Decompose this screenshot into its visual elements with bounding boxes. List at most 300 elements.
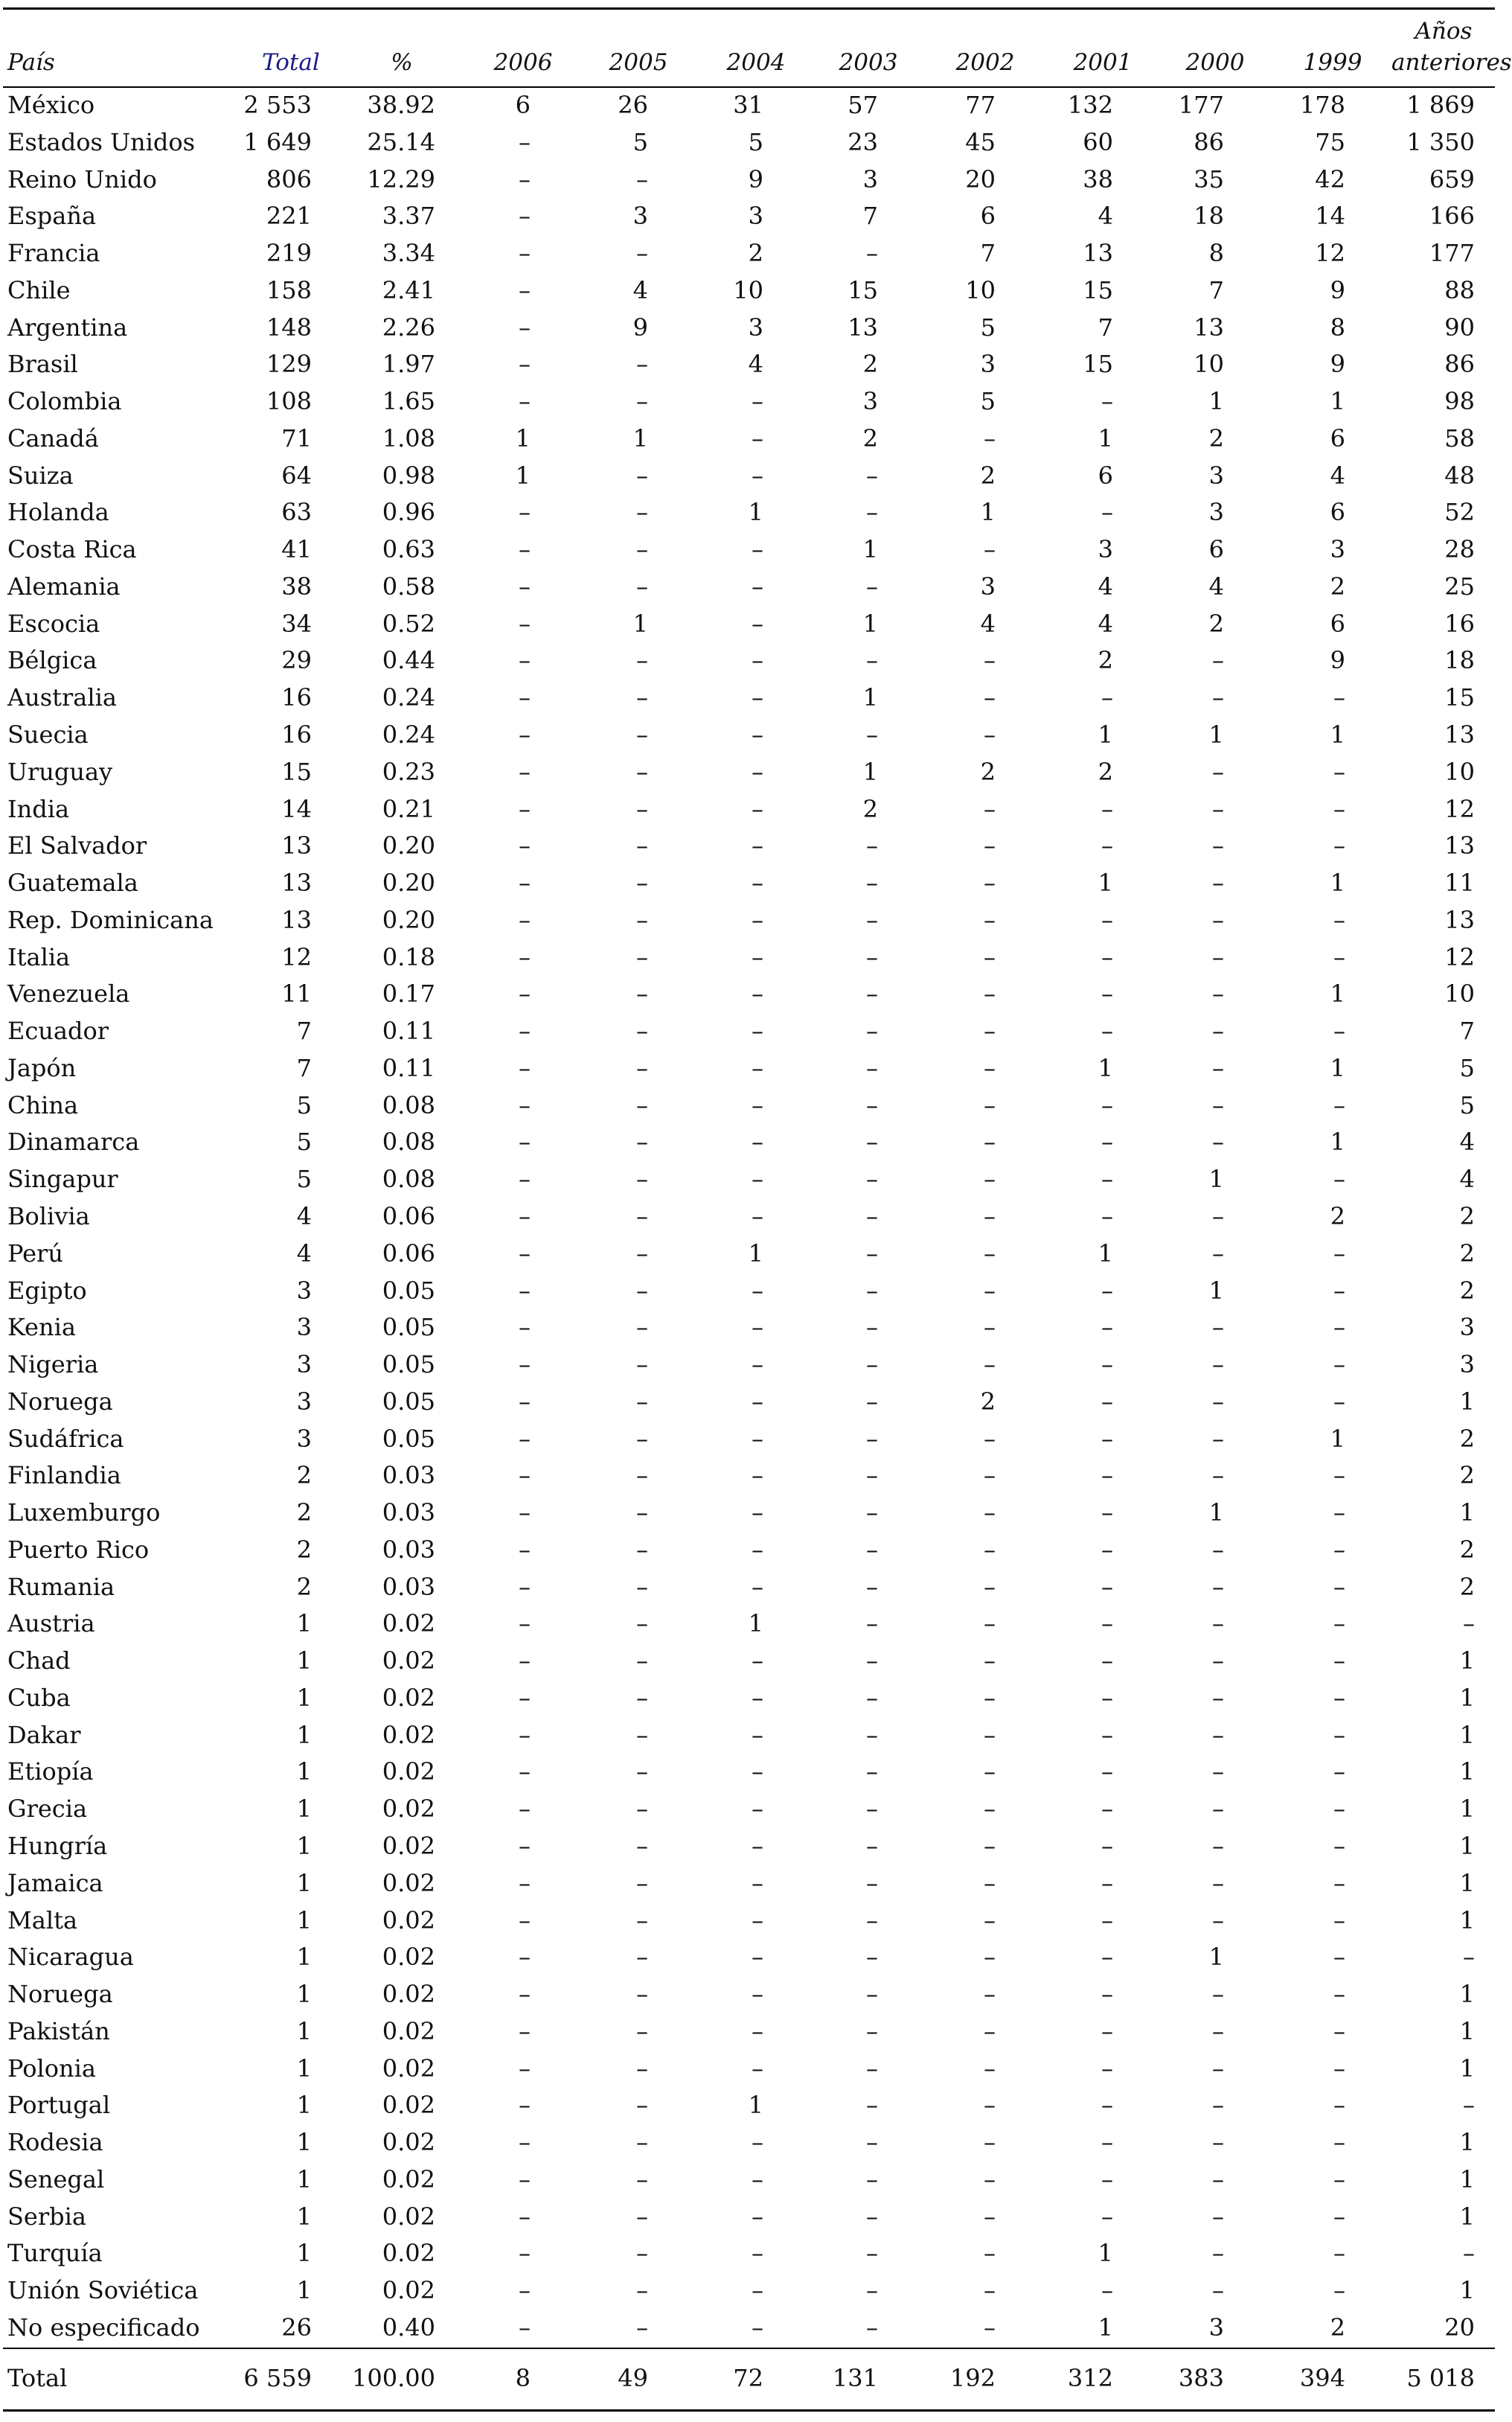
- country-cell: Colombia: [7, 387, 122, 416]
- cell-y2000: 1: [1208, 387, 1224, 416]
- cell-y2003: –: [866, 1720, 878, 1749]
- cell-total: 1: [296, 1905, 312, 1934]
- cell-y2001: 60: [1083, 127, 1113, 156]
- cell-y1999: –: [1333, 1868, 1345, 1897]
- table-header: [0, 10, 1512, 85]
- cell-y1999: 2: [1330, 2313, 1345, 2342]
- cell-y2000: –: [1212, 1424, 1224, 1453]
- cell-y2004: –: [752, 572, 763, 601]
- cell-y2005: 3: [632, 202, 648, 231]
- cell-total: 5: [296, 1128, 312, 1157]
- table-row: [0, 1828, 1498, 1865]
- cell-y2006: 6: [515, 91, 531, 119]
- country-cell: Chad: [7, 1646, 71, 1675]
- cell-y2006: –: [519, 646, 531, 675]
- cell-y2004: –: [752, 2202, 763, 2231]
- cell-y2000: –: [1212, 2164, 1224, 2193]
- cell-y2001: –: [1101, 1350, 1113, 1379]
- cell-y2004: –: [752, 1646, 763, 1675]
- cell-y2001: –: [1101, 1609, 1113, 1638]
- cell-y2006: –: [519, 1646, 531, 1675]
- cell-y2004: –: [752, 1053, 763, 1082]
- cell-y2000: –: [1212, 1609, 1224, 1638]
- cell-y2002: –: [984, 1943, 996, 1972]
- cell-y2002: –: [984, 1053, 996, 1082]
- cell-y2002: –: [984, 1313, 996, 1342]
- cell-y2000: –: [1212, 2239, 1224, 2268]
- cell-y2005: –: [636, 646, 648, 675]
- cell-y2003: –: [866, 720, 878, 750]
- cell-y1999: –: [1333, 1905, 1345, 1934]
- cell-y2004: –: [752, 2313, 763, 2342]
- cell-anteriores: 52: [1444, 498, 1475, 527]
- cell-y2001: –: [1101, 2054, 1113, 2083]
- cell-pct: 0.02: [382, 2054, 435, 2083]
- country-cell: Holanda: [7, 498, 109, 527]
- cell-y2005: –: [636, 1868, 648, 1897]
- cell-anteriores: –: [1463, 1943, 1475, 1972]
- cell-y2003: –: [866, 1090, 878, 1119]
- cell-y2002: 3: [980, 572, 996, 601]
- cell-total: 1: [296, 1757, 312, 1786]
- cell-y2003: –: [866, 831, 878, 860]
- cell-y2006: –: [519, 2016, 531, 2045]
- cell-y2005: 1: [632, 609, 648, 638]
- cell-y2003: –: [866, 1831, 878, 1860]
- cell-y2003: –: [866, 2313, 878, 2342]
- cell-y1999: 9: [1330, 646, 1345, 675]
- cell-y2005: –: [636, 461, 648, 490]
- cell-y2001: –: [1101, 1165, 1113, 1194]
- country-cell: India: [7, 794, 70, 823]
- cell-y2001: –: [1101, 942, 1113, 971]
- cell-y2004: –: [752, 1757, 763, 1786]
- cell-y2002: 2: [980, 461, 996, 490]
- country-cell: Argentina: [7, 313, 128, 342]
- cell-y2005: –: [636, 1387, 648, 1416]
- cell-y2004: –: [752, 1313, 763, 1342]
- cell-y2006: –: [519, 720, 531, 750]
- cell-y2000: 13: [1194, 313, 1224, 342]
- total-2001: 312: [1067, 2364, 1113, 2392]
- cell-total: 2: [296, 1572, 312, 1601]
- table-row: [0, 1680, 1498, 1717]
- cell-y2003: –: [866, 1201, 878, 1230]
- cell-y2006: –: [519, 1943, 531, 1972]
- cell-y2005: 5: [632, 127, 648, 156]
- cell-total: 71: [281, 424, 312, 453]
- cell-anteriores: 166: [1429, 202, 1475, 231]
- cell-y2006: –: [519, 905, 531, 934]
- total-2006: 8: [515, 2364, 531, 2392]
- cell-y2004: –: [752, 387, 763, 416]
- cell-y2004: –: [752, 2054, 763, 2083]
- cell-anteriores: 12: [1444, 794, 1475, 823]
- cell-y2002: –: [984, 794, 996, 823]
- cell-y2003: –: [866, 869, 878, 898]
- header-year-2002: 2002: [955, 49, 1015, 76]
- cell-y2004: –: [752, 757, 763, 786]
- cell-y2003: 1: [862, 757, 878, 786]
- cell-y2005: –: [636, 1053, 648, 1082]
- cell-y2002: –: [984, 942, 996, 971]
- cell-y2001: 1: [1098, 2239, 1113, 2268]
- total-2004: 72: [733, 2364, 763, 2392]
- cell-pct: 2.41: [382, 275, 435, 304]
- cell-y2006: –: [519, 1165, 531, 1194]
- cell-total: 1: [296, 1868, 312, 1897]
- cell-y2001: –: [1101, 1313, 1113, 1342]
- cell-pct: 25.14: [367, 127, 435, 156]
- cell-y2005: –: [636, 2276, 648, 2305]
- cell-total: 806: [266, 164, 312, 194]
- cell-y1999: 8: [1330, 313, 1345, 342]
- table-row: [0, 162, 1498, 199]
- cell-y1999: –: [1333, 1535, 1345, 1564]
- cell-anteriores: 4: [1459, 1128, 1475, 1157]
- cell-anteriores: 90: [1444, 313, 1475, 342]
- cell-y2006: –: [519, 683, 531, 712]
- cell-total: 13: [281, 905, 312, 934]
- cell-y2006: –: [519, 275, 531, 304]
- country-cell: Costa Rica: [7, 535, 137, 564]
- cell-anteriores: 1: [1459, 2054, 1475, 2083]
- cell-y2000: –: [1212, 1795, 1224, 1824]
- cell-pct: 0.02: [382, 2164, 435, 2193]
- cell-y2001: –: [1101, 1980, 1113, 2009]
- cell-y1999: 6: [1330, 498, 1345, 527]
- cell-y2003: –: [866, 1943, 878, 1972]
- table-row: [0, 1643, 1498, 1680]
- cell-y2000: –: [1212, 942, 1224, 971]
- cell-y2006: –: [519, 831, 531, 860]
- cell-y2005: –: [636, 2016, 648, 2045]
- cell-y1999: –: [1333, 1795, 1345, 1824]
- table-row: [0, 2199, 1498, 2236]
- cell-y2006: –: [519, 1424, 531, 1453]
- cell-anteriores: 1: [1459, 1868, 1475, 1897]
- cell-y2002: –: [984, 1128, 996, 1157]
- cell-total: 29: [281, 646, 312, 675]
- table-row: [0, 1605, 1498, 1643]
- cell-anteriores: 7: [1459, 1017, 1475, 1046]
- cell-y2000: 18: [1194, 202, 1224, 231]
- table-row: [0, 2235, 1498, 2272]
- table-row: [0, 1087, 1498, 1125]
- cell-y2005: –: [636, 1943, 648, 1972]
- cell-y2002: –: [984, 2239, 996, 2268]
- cell-y1999: 9: [1330, 275, 1345, 304]
- cell-y2005: 9: [632, 313, 648, 342]
- cell-y2000: –: [1212, 2276, 1224, 2305]
- table-row: [0, 939, 1498, 977]
- cell-y1999: 14: [1315, 202, 1345, 231]
- cell-y2001: –: [1101, 1795, 1113, 1824]
- country-cell: Etiopía: [7, 1757, 94, 1786]
- cell-y2001: –: [1101, 1090, 1113, 1119]
- cell-anteriores: 25: [1444, 572, 1475, 601]
- cell-y2000: –: [1212, 980, 1224, 1009]
- cell-y2000: –: [1212, 1090, 1224, 1119]
- cell-y2004: –: [752, 1165, 763, 1194]
- cell-y2002: –: [984, 1165, 996, 1194]
- table-row: [0, 1161, 1498, 1198]
- cell-anteriores: 1: [1459, 2202, 1475, 2231]
- cell-y2001: –: [1101, 1683, 1113, 1712]
- bottom-rule: [3, 2409, 1495, 2412]
- cell-y2004: –: [752, 1795, 763, 1824]
- cell-pct: 0.02: [382, 2128, 435, 2157]
- cell-total: 16: [281, 720, 312, 750]
- country-cell: Singapur: [7, 1165, 118, 1194]
- country-cell: Bolivia: [7, 1201, 90, 1230]
- cell-anteriores: 1 350: [1406, 127, 1475, 156]
- cell-y2005: –: [636, 350, 648, 379]
- cell-y2001: –: [1101, 498, 1113, 527]
- cell-anteriores: 2: [1459, 1201, 1475, 1230]
- cell-y2001: –: [1101, 1646, 1113, 1675]
- cell-pct: 0.03: [382, 1572, 435, 1601]
- cell-total: 16: [281, 683, 312, 712]
- cell-anteriores: 98: [1444, 387, 1475, 416]
- cell-anteriores: 1: [1459, 1980, 1475, 2009]
- cell-anteriores: 13: [1444, 831, 1475, 860]
- cell-y1999: 12: [1315, 239, 1345, 268]
- cell-y2000: –: [1212, 646, 1224, 675]
- cell-total: 158: [266, 275, 312, 304]
- cell-y1999: –: [1333, 683, 1345, 712]
- cell-y2006: –: [519, 1980, 531, 2009]
- table-row: [0, 1050, 1498, 1087]
- cell-y2002: –: [984, 1090, 996, 1119]
- cell-pct: 0.24: [382, 683, 435, 712]
- cell-total: 221: [266, 202, 312, 231]
- table-body: [0, 87, 1498, 2347]
- cell-y2004: –: [752, 1461, 763, 1490]
- cell-y2003: –: [866, 2239, 878, 2268]
- cell-y2006: –: [519, 1868, 531, 1897]
- cell-y2003: 57: [848, 91, 878, 119]
- country-cell: Alemania: [7, 572, 121, 601]
- cell-y2001: –: [1101, 831, 1113, 860]
- cell-y2005: –: [636, 1980, 648, 2009]
- cell-pct: 0.06: [382, 1201, 435, 1230]
- table-row: [0, 1532, 1498, 1569]
- cell-y2003: –: [866, 461, 878, 490]
- cell-y2000: 1: [1208, 1276, 1224, 1305]
- cell-pct: 0.23: [382, 757, 435, 786]
- cell-y2000: –: [1212, 683, 1224, 712]
- table-row: [0, 1717, 1498, 1754]
- table-row: [0, 717, 1498, 754]
- cell-y2004: 1: [748, 498, 763, 527]
- country-cell: Rep. Dominicana: [7, 905, 214, 934]
- table-row: [0, 1384, 1498, 1421]
- cell-y2003: –: [866, 2128, 878, 2157]
- cell-y1999: –: [1333, 757, 1345, 786]
- cell-y2005: –: [636, 980, 648, 1009]
- cell-y2004: –: [752, 1276, 763, 1305]
- country-cell: Puerto Rico: [7, 1535, 150, 1564]
- cell-total: 3: [296, 1350, 312, 1379]
- cell-y2003: 7: [862, 202, 878, 231]
- table-row: [0, 976, 1498, 1013]
- country-cell: Ecuador: [7, 1017, 109, 1046]
- cell-y2005: –: [636, 387, 648, 416]
- cell-y2000: –: [1212, 1239, 1224, 1268]
- table-row: [0, 1124, 1498, 1161]
- table-row: [0, 272, 1498, 310]
- cell-y2003: –: [866, 572, 878, 601]
- cell-anteriores: 86: [1444, 350, 1475, 379]
- cell-anteriores: 1 869: [1406, 91, 1475, 119]
- cell-y1999: –: [1333, 794, 1345, 823]
- cell-y2002: –: [984, 1683, 996, 1712]
- cell-y2004: –: [752, 905, 763, 934]
- cell-anteriores: –: [1463, 1609, 1475, 1638]
- country-cell: Kenia: [7, 1313, 76, 1342]
- cell-y1999: 1: [1330, 720, 1345, 750]
- cell-total: 7: [296, 1053, 312, 1082]
- cell-y1999: –: [1333, 1239, 1345, 1268]
- cell-y2006: –: [519, 2313, 531, 2342]
- cell-y1999: –: [1333, 2202, 1345, 2231]
- cell-y2000: 2: [1208, 424, 1224, 453]
- cell-y2003: –: [866, 1017, 878, 1046]
- cell-y2004: –: [752, 1868, 763, 1897]
- cell-y2000: –: [1212, 2054, 1224, 2083]
- cell-y2003: –: [866, 2091, 878, 2120]
- cell-y1999: –: [1333, 905, 1345, 934]
- cell-y2001: –: [1101, 2128, 1113, 2157]
- header-year-2004: 2004: [726, 49, 786, 76]
- cell-y2003: 15: [848, 275, 878, 304]
- cell-y2000: 3: [1208, 2313, 1224, 2342]
- cell-y2000: –: [1212, 1017, 1224, 1046]
- country-cell: México: [7, 91, 95, 119]
- cell-anteriores: 3: [1459, 1313, 1475, 1342]
- table-row: [0, 1754, 1498, 1791]
- table-row: [0, 2087, 1498, 2124]
- cell-y2006: –: [519, 1572, 531, 1601]
- cell-total: 2: [296, 1498, 312, 1527]
- cell-anteriores: 12: [1444, 942, 1475, 971]
- country-cell: Serbia: [7, 2202, 86, 2231]
- cell-y2001: 132: [1067, 91, 1113, 119]
- cell-y2005: –: [636, 1720, 648, 1749]
- cell-pct: 0.02: [382, 1757, 435, 1786]
- cell-y2000: –: [1212, 2016, 1224, 2045]
- cell-y2004: –: [752, 1980, 763, 2009]
- cell-y2000: 1: [1208, 1943, 1224, 1972]
- cell-y2002: –: [984, 1572, 996, 1601]
- cell-y1999: –: [1333, 2054, 1345, 2083]
- table-row: [0, 124, 1498, 162]
- cell-anteriores: 20: [1444, 2313, 1475, 2342]
- cell-pct: 1.97: [382, 350, 435, 379]
- cell-y2000: 86: [1194, 127, 1224, 156]
- cell-y2004: –: [752, 1905, 763, 1934]
- cell-anteriores: 48: [1444, 461, 1475, 490]
- cell-y2000: –: [1212, 1683, 1224, 1712]
- cell-y2005: 1: [632, 424, 648, 453]
- cell-y2006: –: [519, 1831, 531, 1860]
- total-pct: 100.00: [352, 2364, 435, 2392]
- cell-y2003: –: [866, 1165, 878, 1194]
- cell-y2004: –: [752, 1017, 763, 1046]
- cell-y2000: –: [1212, 1646, 1224, 1675]
- cell-y2004: –: [752, 2016, 763, 2045]
- cell-y2003: 1: [862, 683, 878, 712]
- cell-y1999: –: [1333, 1276, 1345, 1305]
- cell-pct: 0.03: [382, 1498, 435, 1527]
- cell-y1999: 1: [1330, 980, 1345, 1009]
- country-cell: Polonia: [7, 2054, 96, 2083]
- cell-y2001: –: [1101, 1905, 1113, 1934]
- country-cell: Estados Unidos: [7, 127, 196, 156]
- cell-y1999: –: [1333, 1720, 1345, 1749]
- cell-y1999: –: [1333, 1646, 1345, 1675]
- cell-total: 3: [296, 1387, 312, 1416]
- cell-y2006: –: [519, 535, 531, 564]
- table-row: [0, 569, 1498, 606]
- cell-anteriores: 2: [1459, 1461, 1475, 1490]
- table-row: [0, 1236, 1498, 1273]
- cell-y2001: 2: [1098, 757, 1113, 786]
- table-row: [0, 1013, 1498, 1050]
- cell-y2006: –: [519, 1535, 531, 1564]
- cell-y2005: –: [636, 1572, 648, 1601]
- cell-y2002: 2: [980, 757, 996, 786]
- country-cell: Nicaragua: [7, 1943, 134, 1972]
- cell-y2004: –: [752, 1201, 763, 1230]
- cell-y2000: 6: [1208, 535, 1224, 564]
- cell-y2001: 1: [1098, 424, 1113, 453]
- cell-y2000: –: [1212, 1201, 1224, 1230]
- cell-y2004: –: [752, 720, 763, 750]
- country-cell: Dakar: [7, 1720, 81, 1749]
- cell-y2003: –: [866, 1128, 878, 1157]
- cell-total: 1: [296, 2016, 312, 2045]
- cell-y2004: –: [752, 646, 763, 675]
- cell-pct: 0.02: [382, 2239, 435, 2268]
- country-cell: Italia: [7, 942, 71, 971]
- cell-y2005: –: [636, 1609, 648, 1638]
- cell-y2004: 3: [748, 202, 763, 231]
- country-cell: Austria: [7, 1609, 95, 1638]
- cell-y2006: –: [519, 1053, 531, 1082]
- cell-y1999: 75: [1315, 127, 1345, 156]
- cell-y2003: –: [866, 2276, 878, 2305]
- cell-y2002: –: [984, 2164, 996, 2193]
- cell-anteriores: 4: [1459, 1165, 1475, 1194]
- cell-pct: 0.05: [382, 1276, 435, 1305]
- cell-y2002: 45: [965, 127, 996, 156]
- cell-total: 2 553: [243, 91, 312, 119]
- cell-y2002: 3: [980, 350, 996, 379]
- header-year-2000: 2000: [1185, 49, 1245, 76]
- cell-y1999: –: [1333, 2091, 1345, 2120]
- cell-y2006: 1: [515, 424, 531, 453]
- cell-y2006: –: [519, 2091, 531, 2120]
- cell-y2001: –: [1101, 1868, 1113, 1897]
- cell-y2004: –: [752, 1943, 763, 1972]
- table-row: [0, 1939, 1498, 1976]
- cell-y2001: 1: [1098, 720, 1113, 750]
- cell-y2006: –: [519, 1795, 531, 1824]
- cell-y2003: 13: [848, 313, 878, 342]
- country-cell: Sudáfrica: [7, 1424, 124, 1453]
